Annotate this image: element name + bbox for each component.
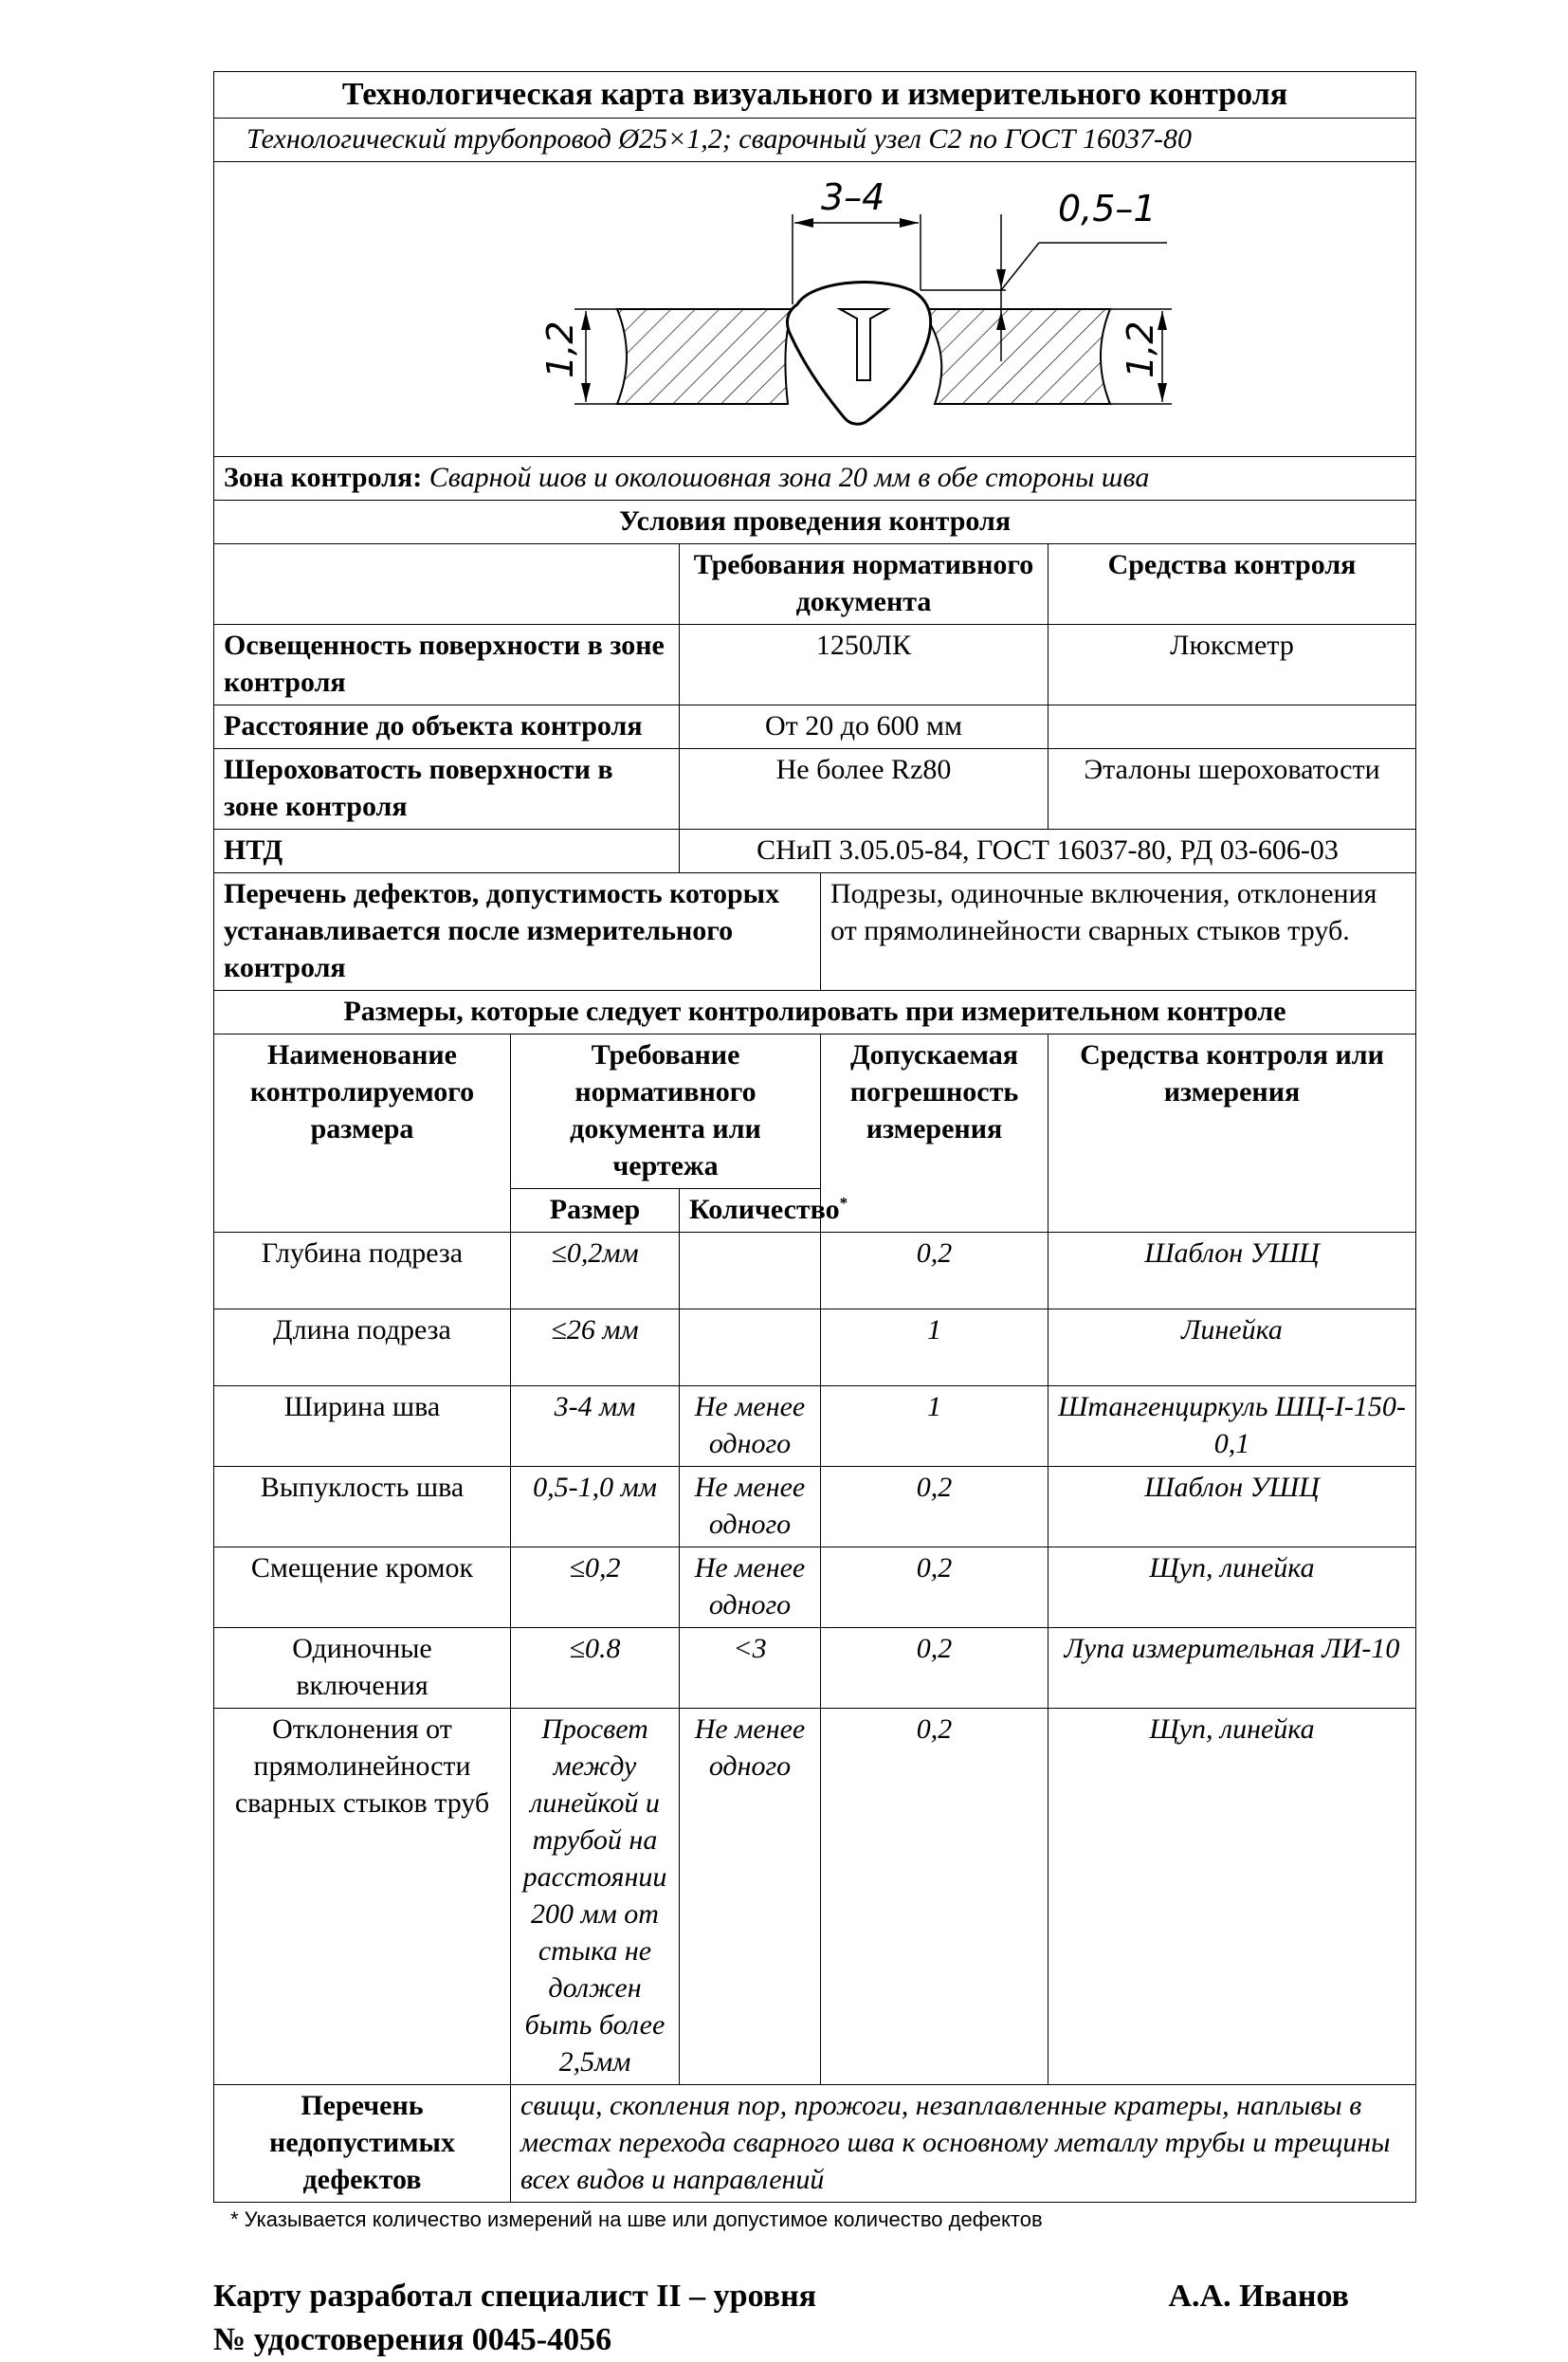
meas-error: 1: [821, 1386, 1048, 1467]
condition-tool: Эталоны шероховатости: [1048, 749, 1416, 830]
meas-col-quantity: [680, 1189, 848, 1233]
conditions-header-empty: [214, 544, 680, 625]
meas-tool: Штангенциркуль ШЦ-I-150-0,1: [1048, 1386, 1416, 1467]
meas-size: ≤0,2: [511, 1547, 680, 1628]
defects-after-label: Перечень дефектов, допустимость которых устанавливается после измерительного контроля: [214, 873, 821, 991]
card-table: [213, 71, 1416, 2203]
meas-tool: Линейка: [1048, 1309, 1416, 1386]
meas-size: ≤0.8: [511, 1628, 680, 1709]
meas-error: 0,2: [821, 1467, 1048, 1547]
meas-quantity: [680, 1309, 821, 1386]
technological-card: [213, 71, 1415, 2362]
meas-quantity: Не менее одного: [680, 1386, 821, 1467]
meas-name: Отклонения от прямолинейности сварных стыков труб: [214, 1709, 511, 2085]
control-zone-row: [214, 457, 1416, 501]
condition-requirement: Не более Rz80: [680, 749, 1048, 830]
ntd-label: НТД: [214, 830, 680, 873]
meas-quantity: Не менее одного: [680, 1467, 821, 1547]
meas-name: Длина подреза: [214, 1309, 511, 1386]
weld-joint-drawing: [214, 162, 1416, 456]
conditions-col-tools: Средства контроля: [1048, 544, 1416, 625]
meas-quantity: Не менее одного: [680, 1709, 821, 2085]
meas-tool: Щуп, линейка: [1048, 1547, 1416, 1628]
condition-tool: Люксметр: [1048, 625, 1416, 705]
condition-name: Шероховатость поверхности в зоне контроля: [214, 749, 680, 830]
meas-size: Просвет между линейкой и трубой на расстоянии 200 мм от стыка не должен быть более 2,5мм: [511, 1709, 680, 2085]
left-pipe-wall: [617, 309, 793, 404]
weld-drawing-cell: [214, 162, 1416, 457]
meas-size: 3-4 мм: [511, 1386, 680, 1467]
meas-size: 0,5-1,0 мм: [511, 1467, 680, 1547]
condition-requirement: 1250ЛК: [680, 625, 1048, 705]
meas-size: ≤0,2мм: [511, 1233, 680, 1309]
meas-col-size: Размер: [511, 1189, 680, 1233]
width-dimension-label: 3–4: [821, 176, 885, 218]
meas-col-requirement: Требование нормативного документа или чертежа: [511, 1035, 821, 1189]
unacceptable-value: свищи, скопления пор, прожоги, незаплавленные кратеры, наплывы в местах перехода сварного шва к основному металлу трубы и трещины всех видов и направлений: [511, 2085, 1416, 2203]
ntd-value: СНиП 3.05.05-84, ГОСТ 16037-80, РД 03-606-03: [680, 830, 1416, 873]
meas-name: Одиночные включения: [214, 1628, 511, 1709]
left-thickness-label: 1,2: [539, 320, 581, 378]
meas-name: Смещение кромок: [214, 1547, 511, 1628]
footnote-marker: *: [839, 1194, 848, 1212]
condition-name: Расстояние до объекта контроля: [214, 705, 680, 749]
table-row: [214, 1386, 1416, 1467]
meas-quantity: <3: [680, 1628, 821, 1709]
developer-name: А.А. Иванов: [1168, 2279, 1349, 2314]
meas-col-name: Наименование контролируемого размера: [214, 1035, 511, 1233]
meas-tool: Лупа измерительная ЛИ-10: [1048, 1628, 1416, 1709]
footnote: * Указывается количество измерений на шве или допустимое количество дефектов: [230, 2207, 1043, 2231]
card-title: Технологическая карта визуального и измерительного контроля: [214, 72, 1416, 119]
defects-after-value: Подрезы, одиночные включения, отклонения от прямолинейности сварных стыков труб.: [821, 873, 1416, 991]
right-pipe-wall: [921, 309, 1110, 404]
right-thickness-label: 1,2: [1120, 320, 1161, 378]
table-row: [214, 1309, 1416, 1386]
unacceptable-label: Перечень недопустимых дефектов: [214, 2085, 511, 2203]
meas-tool: Щуп, линейка: [1048, 1709, 1416, 2085]
meas-error: 0,2: [821, 1628, 1048, 1709]
table-row: [214, 1233, 1416, 1309]
meas-error: 0,2: [821, 1547, 1048, 1628]
conditions-heading: Условия проведения контроля: [214, 501, 1416, 544]
convexity-dimension-label: 0,5–1: [1058, 188, 1157, 229]
certificate-line: № удостоверения 0045-4056: [213, 2322, 612, 2357]
table-row: [214, 1547, 1416, 1628]
meas-error: 1: [821, 1309, 1048, 1386]
signature-block: [213, 2275, 1415, 2362]
card-subtitle: Технологический трубопровод Ø25×1,2; сварочный узел С2 по ГОСТ 16037-80: [214, 119, 1416, 162]
meas-tool: Шаблон УШЦ: [1048, 1467, 1416, 1547]
control-zone-value: Сварной шов и околошовная зона 20 мм в обе стороны шва: [428, 462, 1150, 493]
condition-name: Освещенность поверхности в зоне контроля: [214, 625, 680, 705]
meas-name: Выпуклость шва: [214, 1467, 511, 1547]
control-zone-label: Зона контроля:: [224, 462, 423, 493]
meas-tool: Шаблон УШЦ: [1048, 1233, 1416, 1309]
meas-name: Ширина шва: [214, 1386, 511, 1467]
measurements-heading: Размеры, которые следует контролировать при измерительном контроле: [214, 991, 1416, 1035]
meas-size: ≤26 мм: [511, 1309, 680, 1386]
developer-line: Карту разработал специалист II – уровня: [213, 2279, 817, 2314]
condition-requirement: От 20 до 600 мм: [680, 705, 1048, 749]
meas-col-tool: Средства контроля или измерения: [1048, 1035, 1416, 1233]
meas-error: 0,2: [821, 1233, 1048, 1309]
meas-quantity: Не менее одного: [680, 1547, 821, 1628]
meas-col-quantity-text: Количество: [689, 1194, 840, 1225]
table-row: [214, 1709, 1416, 2085]
meas-error: 0,2: [821, 1709, 1048, 2085]
meas-name: Глубина подреза: [214, 1233, 511, 1309]
meas-quantity: [680, 1233, 821, 1309]
condition-tool: [1048, 705, 1416, 749]
table-row: [214, 1467, 1416, 1547]
table-row: [214, 1628, 1416, 1709]
conditions-col-requirements: Требования нормативного документа: [680, 544, 1048, 625]
meas-col-error: Допускаемая погрешность измерения: [821, 1035, 1048, 1233]
